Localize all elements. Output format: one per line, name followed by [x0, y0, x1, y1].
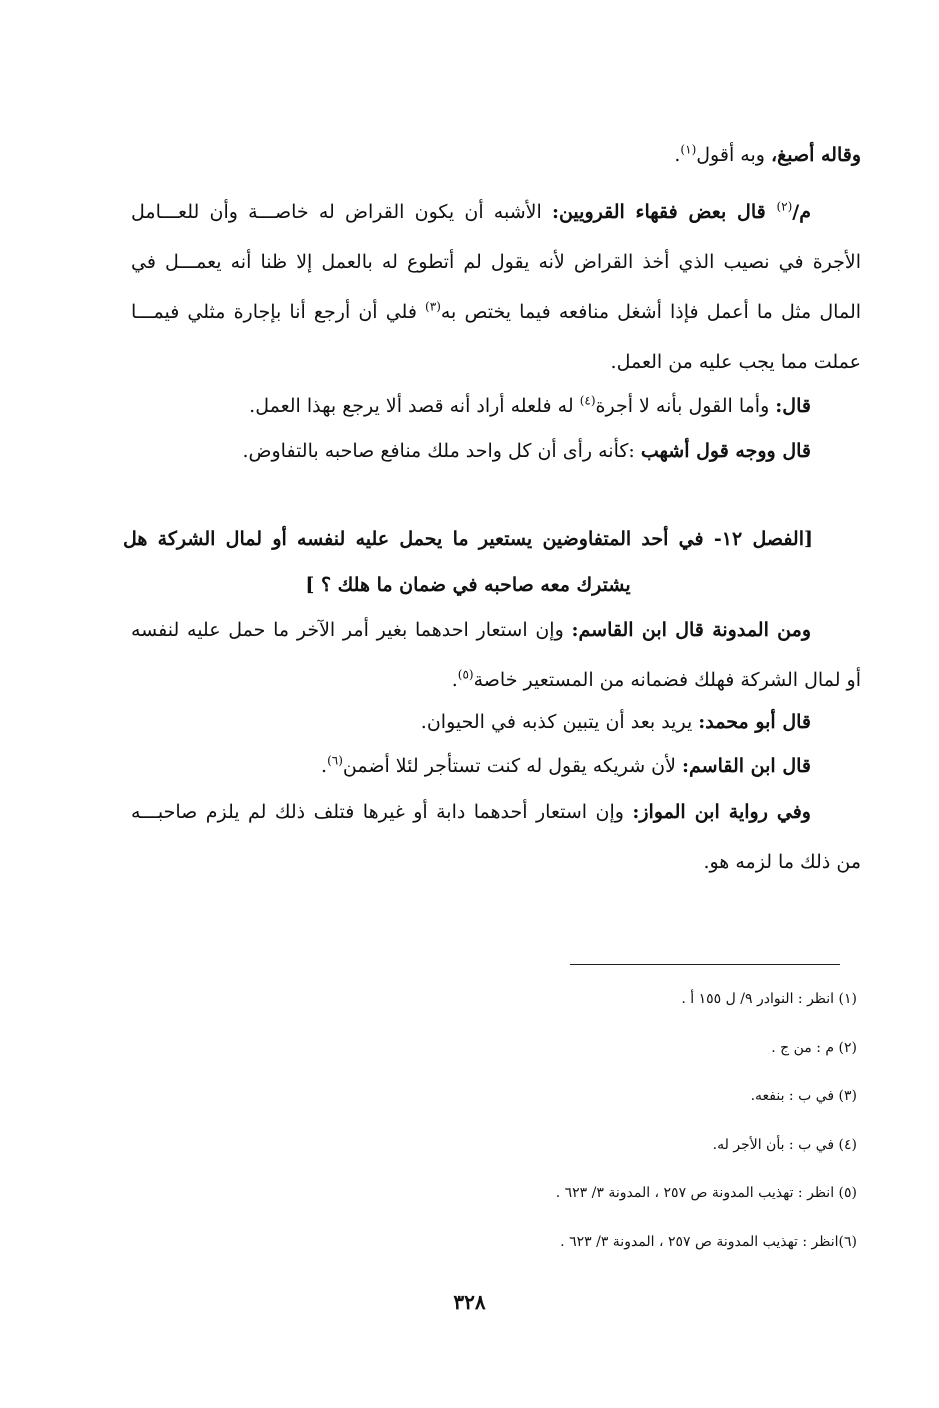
footnote-marker: (٤)	[579, 393, 596, 408]
marker-prefix: م/	[792, 201, 811, 223]
paragraph-2-line-1	[131, 187, 861, 237]
paragraph-2-line-2: الأجرة في نصيب الذي أخذ القراض لأنه يقول لم أتطوع له بالعمل إلا ظنا أنه يعمـــل في	[131, 251, 861, 273]
footnote-3: (٣) في ب : بنفعه.	[750, 1088, 857, 1104]
page-number: ٣٢٨	[453, 1290, 486, 1314]
body-text: وأما القول بأنه لا أجرة	[595, 395, 776, 417]
footnote-6: (٦)انظر : تهذيب المدونة ص ٢٥٧ ، المدونة ٣/ ٦٢٣ .	[560, 1233, 857, 1250]
bold-lead: قال أبو محمد:	[698, 711, 811, 733]
footnote-marker: (٥)	[457, 667, 474, 682]
body-text: أو لمال الشركة فهلك فضمانه من المستعير خاصة	[473, 669, 861, 691]
footnote-1: (١) انظر : النوادر ٩/ ل ١٥٥ أ .	[681, 991, 857, 1007]
paragraph-7-line	[131, 741, 861, 791]
footnote-marker: (٢)	[776, 199, 793, 214]
paragraph-1-line	[131, 130, 861, 180]
body-text: وإن استعار أحدهما دابة أو غيرها فتلف ذلك لم يلزم صاحبـــه	[131, 801, 633, 823]
bold-lead: قال:	[775, 395, 811, 417]
paragraph-5	[131, 605, 861, 705]
body-text: .	[321, 755, 328, 777]
body-text: .	[674, 144, 681, 166]
paragraph-5-line-1	[131, 605, 861, 655]
paragraph-8-line-2: من ذلك ما لزمه هو.	[703, 851, 861, 873]
paragraph-7	[131, 741, 861, 791]
bold-lead: وفي رواية ابن المواز:	[632, 801, 811, 823]
body-text: وإن استعار احدهما بغير أمر الآخر ما حمل عليه لنفسه	[131, 619, 572, 641]
body-text: لأن شريكه يقول له كنت تستأجر لئلا أضمن	[342, 755, 683, 777]
footnote-separator	[570, 964, 840, 965]
bold-lead: قال ابن القاسم:	[682, 755, 811, 777]
bold-lead: قال ووجه قول أشهب	[640, 440, 811, 462]
footnotes	[357, 975, 857, 1266]
paragraph-2-line-3	[131, 287, 861, 337]
body-text: وبه أقول	[696, 144, 771, 166]
section-heading	[123, 516, 813, 608]
paragraph-3	[131, 381, 861, 431]
paragraph-6-line	[131, 697, 861, 747]
footnote-marker: (٣)	[425, 299, 441, 314]
body-text: له فلعله أراد أنه قصد ألا يرجع بهذا العمل.	[249, 395, 580, 417]
paragraph-6	[131, 697, 861, 747]
body-text: :كأنه رأى أن كل واحد ملك منافع صاحبه بالتفاوض.	[242, 440, 641, 462]
body-text: فلي أن أرجع أنا بإجارة مثلي فيمـــا	[131, 301, 426, 323]
paragraph-3-line	[131, 381, 861, 431]
section-heading-line-1: [الفصل ١٢- في أحد المتفاوضين يستعير ما يحمل عليه لنفسه أو لمال الشركة هل	[123, 528, 813, 550]
paragraph-8-line-1	[131, 787, 861, 837]
paragraph-4	[131, 426, 861, 476]
bold-lead: قال بعض فقهاء القرويين:	[551, 201, 777, 223]
footnote-marker: (١)	[680, 142, 697, 157]
footnote-4: (٤) في ب : بأن الأجر له.	[712, 1136, 857, 1153]
body-text: يريد بعد أن يتبين كذبه في الحيوان.	[420, 711, 699, 733]
paragraph-2-line-4: عملت مما يجب عليه من العمل.	[610, 351, 861, 373]
paragraph-2	[131, 187, 861, 387]
footnote-2: (٢) م : من ج .	[771, 1039, 857, 1056]
bold-lead: وقاله أصبغ،	[770, 144, 861, 166]
body-text: .	[451, 669, 458, 691]
section-heading-line-2: يشترك معه صاحبه في ضمان ما هلك ؟ ]	[305, 574, 631, 596]
paragraph-1	[131, 130, 861, 180]
paragraph-4-line	[131, 426, 861, 476]
body-text: المال مثل ما أعمل فإذا أشغل منافعه فيما يختص به	[440, 301, 862, 323]
bold-lead: ومن المدونة قال ابن القاسم:	[571, 619, 811, 641]
footnote-5: (٥) انظر : تهذيب المدونة ص ٢٥٧ ، المدونة ٣/ ٦٢٣ .	[555, 1185, 857, 1201]
body-text: الأشبه أن يكون القراض له خاصـــة وأن للعـــامل	[131, 201, 552, 223]
footnote-marker: (٦)	[327, 753, 343, 768]
paragraph-8	[131, 787, 861, 887]
